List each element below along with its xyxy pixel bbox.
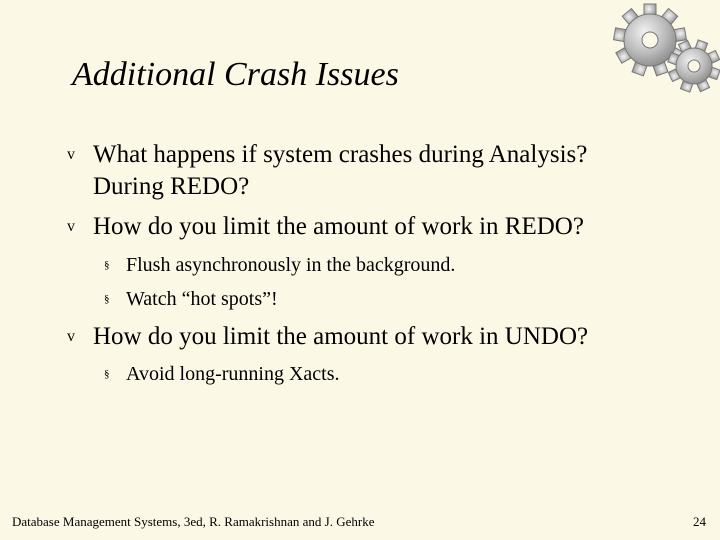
page-number: 24 [693,514,706,529]
slide-title: Additional Crash Issues [72,56,399,93]
bullet-text: How do you limit the amount of work in [93,213,505,240]
bullet-keyword: REDO [504,213,573,240]
sub-bullet-marker: § [104,368,110,380]
bullet-item [67,139,588,171]
bullet-marker: v [67,218,75,235]
bullet-text: ? [572,213,584,240]
sub-bullet-text: Watch “hot spots”! [126,288,278,310]
bullet-text: How do you limit the amount of work in [93,323,505,350]
gears-icon [606,2,720,94]
bullet-item [67,211,584,243]
bullet-text: During [93,173,171,200]
bullet-text: What happens if system crashes during Analysis? [93,141,588,168]
bullet-keyword: UNDO [504,323,577,350]
footer-citation: Database Management Systems, 3ed, R. Ramakrishnan and J. Gehrke [12,514,375,529]
bullet-continuation [93,171,249,203]
bullet-keyword: REDO [170,173,239,200]
sub-bullet-marker: § [104,259,110,271]
bullet-marker: v [67,146,75,163]
sub-bullet-marker: § [104,293,110,305]
bullet-text: ? [238,173,250,200]
sub-bullet-item [104,252,456,278]
sub-bullet-text: Avoid long-running Xacts. [126,363,340,385]
sub-bullet-item [104,361,340,387]
bullet-marker: v [67,328,75,345]
bullet-text: ? [577,323,589,350]
bullet-item [67,321,589,353]
sub-bullet-text: Flush asynchronously in the background. [126,254,456,276]
sub-bullet-item [104,286,278,312]
